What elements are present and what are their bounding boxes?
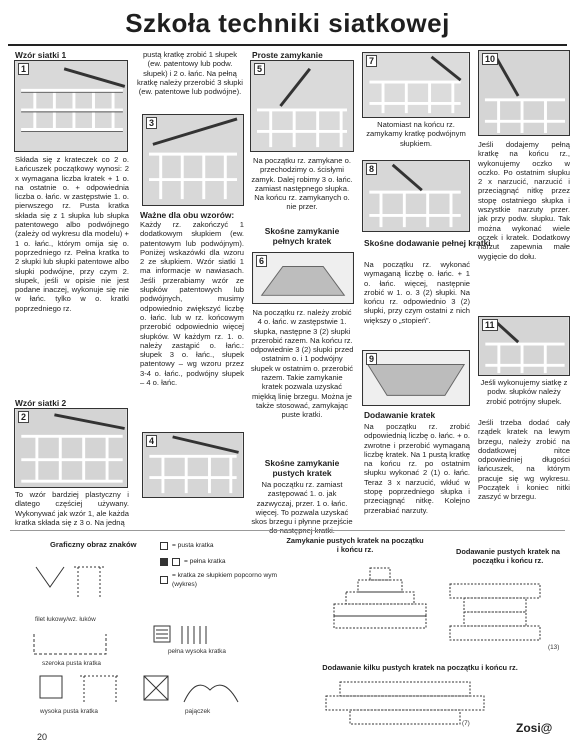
heading-proste-zamykanie: Proste zamykanie: [252, 50, 323, 60]
heading-wazne: Ważne dla obu wzorów:: [140, 210, 235, 220]
figure-number: 8: [366, 163, 377, 175]
legend-pajaczek-label: pajączek: [185, 708, 211, 715]
wysoka-pusta-kratka-symbol: [30, 672, 130, 706]
text-skosne-dodawanie: Na początku rz. wykonać wymaganą liczbę o. łańc. + 1 o. łańc. więcej, następnie zrobić w 1. o. 3 (2) słupki. Na końcu rz. odpowiednio 3 (2) słupki, przy czym ostatni z nich większy o „stopień”.: [364, 260, 470, 325]
crochet-mesh-photo: [143, 433, 243, 497]
diagram-dodawanie-kilku-title: Dodawanie kilku pustych kratek na początku i końcu rz.: [322, 663, 518, 672]
crochet-mesh-photo: [363, 53, 469, 117]
diagram-zamykanie-chart: [330, 564, 430, 632]
photo-fig-8: [362, 160, 470, 232]
section-divider: [10, 530, 565, 531]
diagram-dodawanie-title: Dodawanie pustych kratek na początku i końcu rz.: [456, 547, 560, 565]
diagram-dodawanie-chart: [440, 578, 550, 658]
figure-number: 4: [146, 435, 157, 447]
text-skosne-zamykanie-pelnych: Na początku rz. należy zrobić 4 o. łańc. w zastępstwie 1. słupka, następne 3 (2) słupki przerobić razem. Na końcu rz. odpowiednie 3 (2) słupki przed ostatnim o. i 1 podwójny słupek w ostatnim o. przerobić razem. Takie zamykanie kratek pozwala uzyskać miękką linię brzegu. Można je także stosować, zamykając puste kratki.: [250, 308, 354, 420]
photo-fig-3: [142, 114, 244, 206]
photo-fig-1: [14, 60, 128, 152]
title-divider: [8, 44, 567, 46]
figure-number: 2: [18, 411, 29, 423]
legend-pusta: [160, 541, 214, 550]
legend-filet-label: filet łukowy/wz. łuków: [35, 616, 96, 623]
empty-square-icon: [160, 542, 168, 550]
diagram-dodawanie-kilku-chart: [320, 676, 490, 738]
text-wzor-siatki-1: Składa się z krateczek co 2 o. Łańcuszek początkowy wynosi: 2 x wymagana liczba kratek + 1 o. na ostatnie o. + odpowiednia liczba o. łańc. w zastępstwie 1. o. pierwszego rz. Pusta kratka składa się z 1 słupka lub słupka patentowego albo podwójnego (zależy od wykresu dla modelu) + 1 o. łańc., którym omija się o. poprzedniego rz. Pełna kratka to 2 słupki lub słupki patentowe albo słupki podwójne, przy czym 2. słupek, jeśli w opisie nie jest podane inaczej, wykonuje się nie w łańc. tylko w o. kratki poprzedniego rz.: [15, 155, 129, 313]
figure-number: 6: [256, 255, 267, 267]
text-dodawanie-rzadek: Jeśli trzeba dodać cały rządek kratek na lewym brzegu, należy zrobić na dodatkowej nitce odpowiedniej długości łańcuszek, na którym pracuje się wg wykresu. Początek i koniec nitki zaszyć w brzegu.: [478, 418, 570, 502]
page-number: 20: [37, 732, 48, 742]
text-skosne-zamykanie-pustych: Na początku rz. zamiast zastępować 1. o. jak zazwyczaj, przer. 1 o. łańc. więcej. To pozwala uzyskać skos brzegu i płynne przejście: [251, 480, 353, 527]
text-wzor-siatki-2: To wzór bardziej plastyczny i dlatego częściej używany. Wykonywać jak wzór 1, ale każda kratka składa się z 3 o. Na jedną: [15, 490, 129, 527]
photo-fig-9: [362, 350, 470, 406]
legend-kratka-slupek: [160, 571, 280, 590]
crochet-mesh-photo: [363, 351, 469, 405]
crochet-mesh-photo: [143, 115, 243, 205]
photo-fig-10: [478, 50, 570, 136]
heading-wzor-siatki-2: Wzór siatki 2: [15, 398, 67, 408]
stitch-square-icon: [160, 576, 168, 584]
text-wazne: Każdy rz. zakończyć 1 dodatkowym słupkiem (ew. patentowym lub podwójnym). Poniżej wskazówki dla wzoru 2 ze słupkiem. Wzór siatki 1 ma informacje w nawiasach. Jeśli przerabiamy wzór ze słupków patentowych lub podwójnych, musimy odpowiednio zwiększyć liczbę o. łańc. lub w rz. końcowym przerobić odpowiednio więcej słupków. W każdym rz. 1. o. należy zastąpić o. łańc.: słupek 3 o. łańc., słupek patentowy – wg wzoru przez 3-4 o. łańc., podwójny słupek – 4 o. łańc.: [140, 220, 244, 388]
figure-number: 5: [254, 63, 265, 75]
legend-pelna-wysoka-label: pełna wysoka kratka: [168, 648, 226, 655]
filled-square-icon: [160, 558, 168, 566]
legend-title: Graficzny obraz znaków: [50, 540, 137, 549]
row-label-7: (7): [462, 720, 470, 727]
signature: Zosi@: [516, 721, 553, 735]
photo-fig-2: [14, 408, 128, 488]
heading-skosne-dodawanie: Skośne dodawanie pełnej kratki: [364, 238, 491, 248]
crochet-mesh-photo: [15, 61, 127, 151]
crochet-mesh-photo: [363, 161, 469, 231]
legend-wysoka-pusta-label: wysoka pusta kratka: [40, 708, 98, 715]
text-col2-top: pustą kratkę zrobić 1 słupek (ew. patentowy lub podw. słupek) i 2 o. łańc. Na pełną kratkę należy przerobić 3 słupki (ew. patentowe lub podwójne).: [137, 50, 243, 97]
figure-number: 11: [482, 319, 498, 331]
photo-fig-6: [252, 252, 354, 304]
legend-pelna: [160, 557, 226, 566]
heading-wzor-siatki-1: Wzór siatki 1: [15, 50, 67, 60]
heading-dodawanie-kratek: Dodawanie kratek: [364, 410, 436, 420]
legend-pusta-label: = pusta kratka: [172, 542, 214, 549]
text-fig-7: Natomiast na końcu rz. zamykamy kratkę podwójnym słupkiem.: [366, 120, 466, 148]
page-title: Szkoła techniki siatkowej: [125, 8, 450, 38]
legend-kratka-slupek-label: = kratka ze słupkiem popcorno wym (wykres): [172, 572, 277, 589]
photo-fig-11: [478, 316, 570, 376]
crochet-mesh-photo: [15, 409, 127, 487]
text-fig-10: Jeśli dodajemy pełną kratkę na końcu rz., wykonujemy oczko w oczko. Po ostatnim słupku 2 x narzucić, narzucić i przeciągnąć nitkę przez stopę ostatniego słupka i wszystkie narzuty przer. jak przy podw. słupku. Tak można wykonać wiele oczek i kratek. Dodatkowy narzut zapewnia małe wygięcie do dołu.: [478, 140, 570, 261]
heading-skosne-zamykanie-pelnych: Skośne zamykanie pełnych kratek: [264, 226, 340, 246]
filet-lukowy-symbol: [30, 557, 110, 617]
legend-pelna-label: = pełna kratka: [184, 558, 226, 565]
legend-szeroka-label: szeroka pusta kratka: [42, 660, 101, 667]
szeroka-pusta-kratka-symbol: [30, 628, 110, 658]
pelna-wysoka-kratka-symbol: [152, 624, 216, 646]
figure-number: 3: [146, 117, 157, 129]
figure-number: 9: [366, 353, 377, 365]
diagram-zamykanie-title: Zamykanie pustych kratek na początku i końcu rz.: [286, 536, 424, 554]
pajaczek-symbol: [140, 672, 250, 708]
text-proste-zamykanie: Na początku rz. zamykane o. przechodzimy o. ścisłymi zamyk. Dalej robimy 3 o. łańc. zamiast następnego słupka. Na końcu rz. zamykanych o. nie przer.: [251, 156, 353, 212]
heading-skosne-zamykanie-pustych: Skośne zamykanie pustych kratek: [264, 458, 340, 478]
photo-fig-4: [142, 432, 244, 498]
photo-fig-7: [362, 52, 470, 118]
empty-square-icon: [172, 558, 180, 566]
figure-number: 7: [366, 55, 377, 67]
text-dodawanie-kratek: Na początku rz. zrobić odpowiednią liczbę o. łańc. + o. zwrotne i przerobić wymaganą liczbę kratek. Na 1 pustą kratkę na końcu rz. po ostatnim słupku wykonać 2 (1) o. łańc. Teraz 3 x narzucić, wkłuć w stopę poprzedniego słupka i przeciągnąć nitkę. Kolejno przerabiać narzuty.: [364, 422, 470, 515]
crochet-mesh-photo: [251, 61, 353, 151]
text-fig-11: Jeśli wykonujemy siatkę z podw. słupków należy zrobić potrójny słupek.: [480, 378, 568, 406]
row-label-13: (13): [548, 644, 560, 651]
figure-number: 10: [482, 53, 498, 65]
photo-fig-5: [250, 60, 354, 152]
figure-number: 1: [18, 63, 29, 75]
crochet-mesh-photo: [253, 253, 353, 303]
